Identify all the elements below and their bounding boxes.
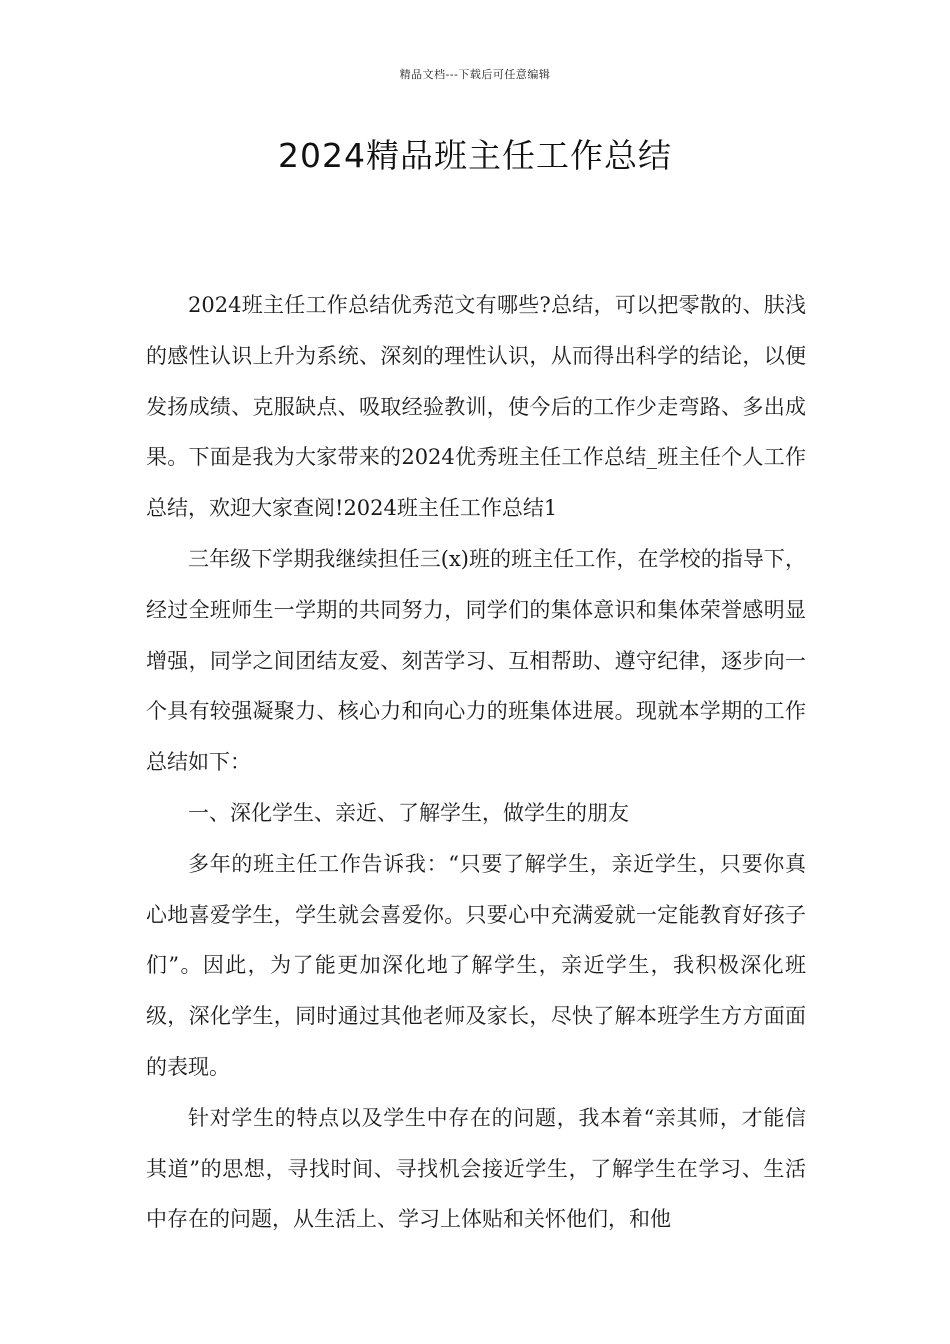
section-heading-1: 一、深化学生、亲近、了解学生，做学生的朋友 [188,800,629,825]
paragraph-experience: 多年的班主任工作告诉我：“只要了解学生，亲近学生，只要你真心地喜爱学生，学生就会喜爱你。只要心中充满爱就一定能教育好孩子们”。因此，为了能更加深化地了解学生，亲近学生，我积极深化班级，深化学生，同时通过其他老师及家长，尽快了解本班学生方方面面的表现。 [146,851,806,1079]
document-title: 2024精品班主任工作总结 [278,136,672,175]
paragraph-overview: 三年级下学期我继续担任三(x)班的班主任工作，在学校的指导下，经过全班师生一学期的共同努力，同学们的集体意识和集体荣誉感明显增强，同学之间团结友爱、刻苦学习、互相帮助、遵守纪律，逐步向一个具有较强凝聚力、核心力和向心力的班集体进展。现就本学期的工作总结如下： [146,546,806,775]
header-note: 精品文档---下载后可任意编辑 [399,68,551,81]
paragraph-intro: 2024班主任工作总结优秀范文有哪些?总结，可以把零散的、肤浅的感性认识上升为系统、深刻的理性认识，从而得出科学的结论，以便发扬成绩、克服缺点、吸取经验教训，使今后的工作少走弯路、多出成果。下面是我为大家带来的2024优秀班主任工作总结_班主任个人工作总结，欢迎大家查阅!2024班主任工作总结1 [146,293,806,521]
paragraph-approach: 针对学生的特点以及学生中存在的问题，我本着“亲其师，才能信其道”的思想，寻找时间、寻找机会接近学生，了解学生在学习、生活中存在的问题，从生活上、学习上体贴和关怀他们，和他 [146,1105,806,1232]
document-body [146,280,806,1245]
